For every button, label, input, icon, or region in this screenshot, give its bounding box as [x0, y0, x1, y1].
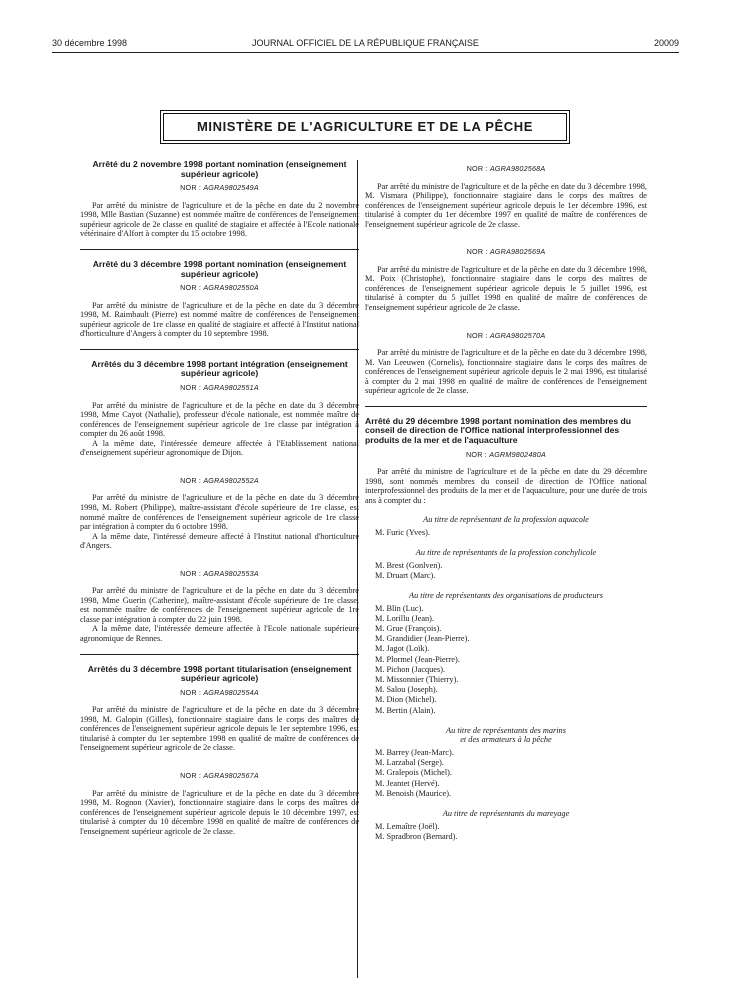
nor-reference: NOR : AGRA9802570A: [466, 330, 546, 340]
list-item: M. Benoish (Maurice).: [375, 788, 452, 798]
decree-paragraph: Par arrêté du ministre de l'agriculture et de la pêche en date du 3 décembre 1998, Mme Cayot (Nathalie), professeur d'école nationale, est nommée maître de conférences de l'enseignement supérieur agricole de 1re classe par intégration à compter du 26 août 1998.: [80, 400, 359, 439]
decree-paragraph: Par arrêté du ministre de l'agriculture et de la pêche en date du 3 décembre 1998, Mme Guerin (Catherine), maître-assistant d'école supérieure de 1re classe, est nommée maître de conférences de l'enseignement supérieur agricole de 1re classe par intégration à compter du 22 juin 1998.: [80, 586, 359, 624]
decree-title: Arrêté du 2 novembre 1998 portant nomination (enseignement supérieur agricole): [92, 159, 347, 179]
nor-reference: NOR : AGRA9802550A: [180, 283, 259, 293]
header-rule: [52, 52, 679, 53]
decree-title: Arrêté du 3 décembre 1998 portant nomination (enseignement supérieur agricole): [92, 258, 347, 279]
list-item: M. Lemaître (Joël).: [375, 821, 440, 831]
list-item: M. Plormel (Jean-Pierre).: [375, 654, 460, 664]
decrees-titularisation: [80, 665, 359, 837]
decree-paragraph: Par arrêté du ministre de l'agriculture et de la pêche en date du 3 décembre 1998, M. Robert (Philippe), maître-assistant d'école supérieure de 1re classe, est nommé maître de conférences de l'enseignement supérieur agricole de 1re classe par intégration à compter du 6 octobre 1998.: [80, 493, 359, 532]
list-item: M. Lorillu (Jean).: [375, 613, 434, 623]
decree-paragraph: Par arrêté du ministre de l'agriculture et de la pêche en date du 3 décembre 1998, M. Vismara (Philippe), fonctionnaire stagiaire dans le corps des maîtres de conférences de l'enseignement supérieur agricole depuis le 1er décembre 1996, est titularisé à compter du 1er décembre 1997 en qualité de maître de conférences de l'enseignement supérieur agricole de 2e classe.: [365, 181, 647, 229]
header-date: 30 décembre 1998: [52, 38, 128, 48]
decree-office-council: [365, 417, 647, 842]
decree-bastian: [80, 160, 359, 239]
decree-title: Arrêté du 29 décembre 1998 portant nomination des membres du conseil de direction de l'Office national interprofessionnel des produits de la mer et de l'aquaculture: [365, 415, 632, 446]
header-page-number: 20009: [653, 38, 679, 48]
nor-reference: NOR : AGRA9802567A: [180, 770, 259, 780]
decree-paragraph: Par arrêté du ministre de l'agriculture et de la pêche en date du 3 décembre 1998, M. Poix (Christophe), fonctionnaire stagiaire dans le corps des maîtres de conférences de l'enseignement supérieur agricole depuis le 5 juillet 1996, est titularisé à compter du 5 juillet 1998 en qualité de maître de conférences de l'enseignement supérieur agricole de 2e classe.: [365, 264, 647, 313]
list-item: M. Bertin (Alain).: [375, 705, 436, 715]
list-item: M. Missonnier (Thierry).: [375, 675, 459, 685]
decree-paragraph: A la même date, l'intéressé demeure affecté à l'Institut national d'horticulture d'Angers.: [80, 531, 359, 551]
list-item: M. Jeantet (Hervé).: [375, 778, 440, 788]
section-rule: [80, 654, 359, 655]
section-rule: [80, 249, 359, 250]
group-heading: Au titre de représentants des marins et des armateurs à la pêche: [446, 725, 566, 745]
group-heading: Au titre de représentants du mareyage: [442, 808, 570, 818]
nor-reference: NOR : AGRA9802551A: [180, 383, 259, 393]
list-item: M. Blin (Luc).: [375, 603, 424, 613]
list-item: M. Grue (François).: [375, 624, 442, 634]
nor-reference: NOR : AGRA9802552A: [180, 475, 259, 485]
decrees-integration: [80, 360, 359, 644]
left-column: [80, 160, 359, 836]
decree-paragraph: Par arrêté du ministre de l'agriculture et de la pêche en date du 3 décembre 1998, M. Rognon (Xavier), fonctionnaire stagiaire dans le corps des maîtres de conférences de l'enseignement supérieur agricole depuis le 10 décembre 1997, est titularisé à compter du 10 décembre 1998 en qualité de maître de conférences de l'enseignement supérieur agricole de 2e classe.: [80, 788, 359, 836]
group-heading: Au titre de représentants des organisations de producteurs: [409, 591, 603, 601]
decree-paragraph: Par arrêté du ministre de l'agriculture et de la pêche en date du 3 décembre 1998, M. Raimbault (Pierre) est nommé maître de conférences de l'enseignement supérieur agricole de 1re classe en qualité de stagiaire et affecté à l'Institut national d'horticulture d'Angers à compter du 10 septembre 1998.: [80, 300, 359, 339]
list-item: M. Larzabal (Serge).: [375, 758, 444, 768]
nor-reference: NOR : AGRM9802480A: [466, 449, 546, 459]
list-item: M. Grandidier (Jean-Pierre).: [375, 634, 470, 644]
list-item: M. Barrey (Jean-Marc).: [375, 747, 454, 757]
list-item: M. Spradbron (Bernard).: [375, 831, 458, 841]
list-item: M. Gralepois (Michel).: [375, 768, 452, 778]
decree-paragraph: Par arrêté du ministre de l'agriculture et de la pêche en date du 3 décembre 1998, M. Galopin (Gilles), fonctionnaire stagiaire dans le corps des maîtres de conférences de l'enseignement supérieur agricole depuis le 1er septembre 1996, est titularisé à compter du 1er septembre 1998 en qualité de maître de conférences de l'enseignement supérieur agricole de 2e classe.: [80, 705, 359, 753]
nor-reference: NOR : AGRA9802553A: [180, 568, 259, 578]
right-column: [365, 160, 647, 842]
group-heading: Au titre de représentants de la profession conchylicole: [415, 548, 597, 558]
list-item: M. Dion (Michel).: [375, 695, 437, 705]
decree-title: Arrêtés du 3 décembre 1998 portant titularisation (enseignement supérieur agricole): [87, 663, 352, 684]
nor-reference: NOR : AGRA9802569A: [466, 247, 546, 257]
nor-reference: NOR : AGRA9802568A: [466, 164, 546, 173]
page-header: [52, 38, 679, 52]
nor-reference: NOR : AGRA9802554A: [180, 687, 259, 697]
list-item: M. Druart (Marc).: [375, 570, 436, 580]
section-rule: [365, 406, 647, 407]
section-rule: [80, 349, 359, 350]
decree-raimbault: [80, 260, 359, 339]
decree-title: Arrêtés du 3 décembre 1998 portant intégration (enseignement supérieur agricole): [91, 358, 348, 379]
list-item: M. Brest (Gonlven).: [375, 560, 443, 570]
list-item: M. Salou (Joseph).: [375, 685, 438, 695]
list-item: M. Furic (Yves).: [375, 527, 430, 537]
nor-reference: NOR : AGRA9802549A: [180, 183, 259, 193]
decree-paragraph: A la même date, l'intéressée demeure affectée à l'Etablissement national d'enseignement supérieur agronomique de Dijon.: [80, 438, 359, 458]
decree-paragraph: A la même date, l'intéressée demeure affectée à l'Ecole nationale supérieure agronomique de Rennes.: [80, 624, 359, 643]
group-heading: Au titre de représentant de la profession aquacole: [423, 515, 589, 525]
decree-paragraph: Par arrêté du ministre de l'agriculture et de la pêche en date du 2 novembre 1998, Mlle Bastian (Suzanne) est nommée maître de conférences de l'enseignement supérieur agricole de 2e classe en qualité de stagiaire et affectée à l'Ecole nationale vétérinaire d'Alfort à compter du 15 octobre 1998.: [80, 200, 359, 239]
list-item: M. Pichon (Jacques).: [375, 664, 446, 674]
decree-paragraph: Par arrêté du ministre de l'agriculture et de la pêche en date du 3 décembre 1998, M. Van Leeuwen (Cornelis), fonctionnaire stagiaire dans le corps des maîtres de conférences de l'enseignement supérieur agricole depuis le 2 mai 1996, est titularisé à compter du 2 mai 1998 en qualité de maître de conférences de l'enseignement supérieur agricole de 2e classe.: [365, 348, 647, 396]
list-item: M. Jagot (Loïk).: [375, 644, 430, 654]
header-journal-title: JOURNAL OFFICIEL DE LA RÉPUBLIQUE FRANÇAISE: [252, 38, 479, 48]
decree-paragraph: Par arrêté du ministre de l'agriculture et de la pêche en date du 29 décembre 1998, sont nommés membres du conseil de direction de l'Office national interprofessionnel des produits de la mer et de l'aquaculture, pour une durée de trois ans à compter du :: [365, 467, 647, 505]
ministry-title: MINISTÈRE DE L'AGRICULTURE ET DE LA PÊCHE: [163, 113, 567, 141]
